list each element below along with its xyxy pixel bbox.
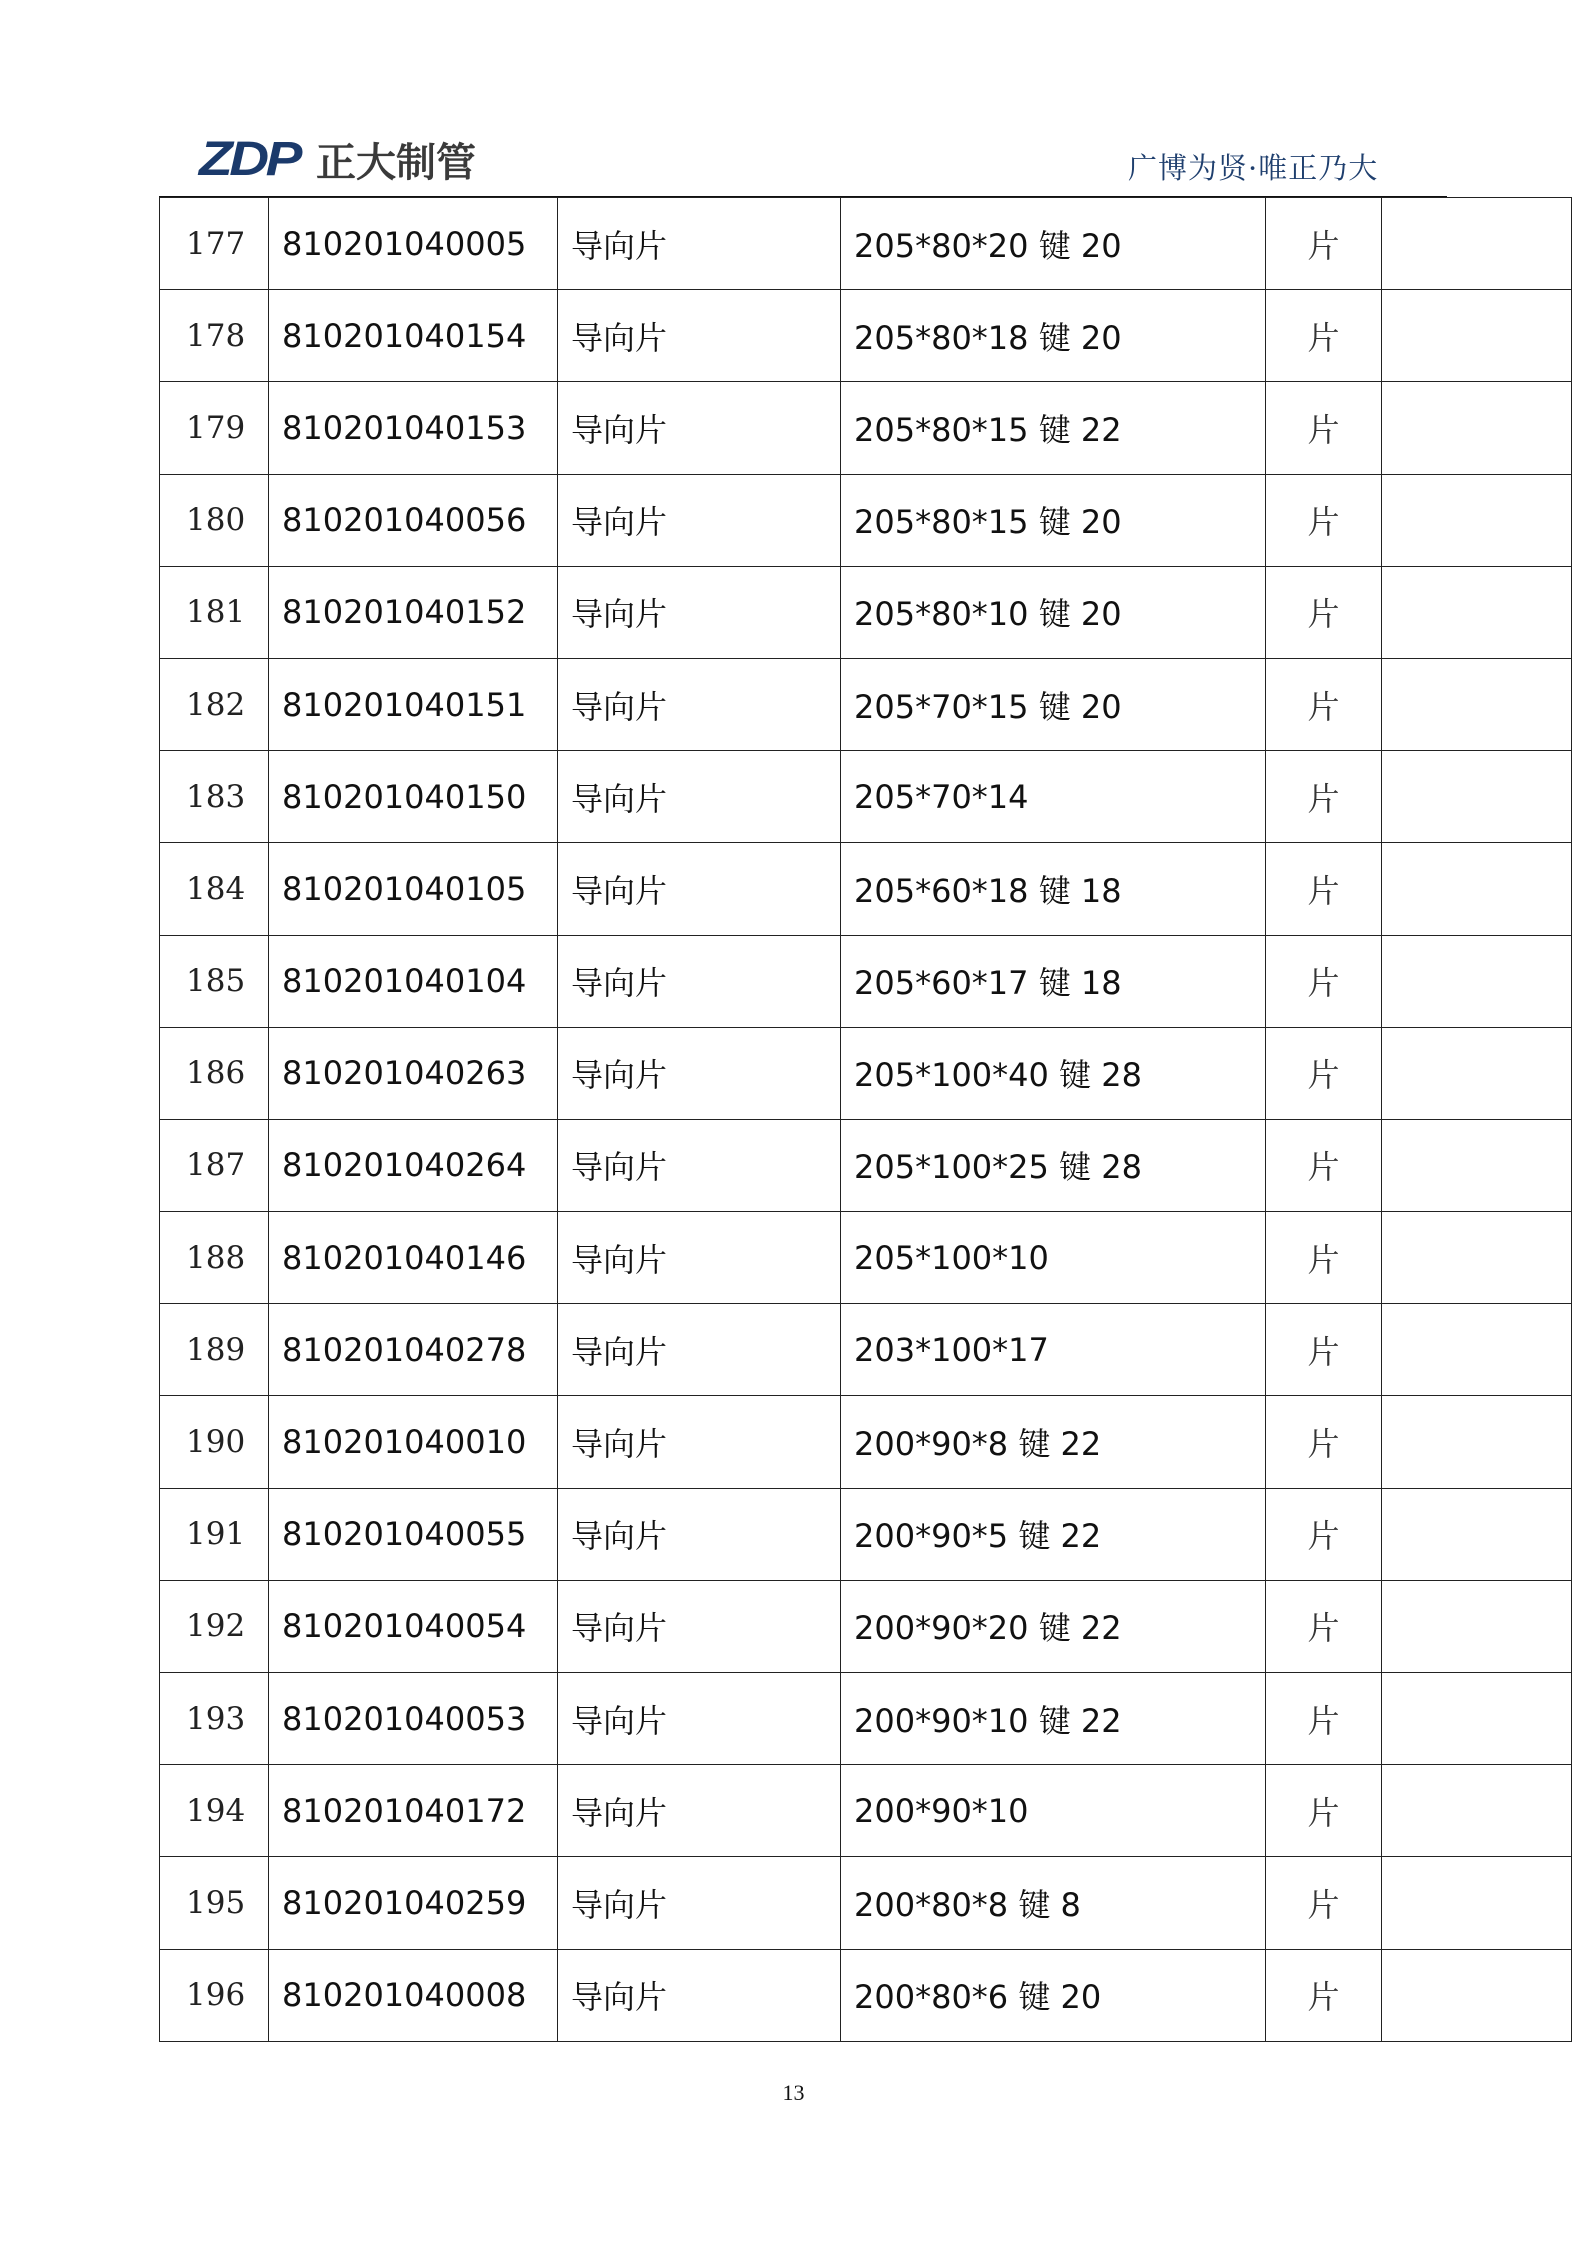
table-row [160, 751, 1572, 843]
row-index: 189 [160, 1304, 269, 1396]
unit: 片 [1266, 290, 1382, 382]
row-index: 183 [160, 751, 269, 843]
row-index: 180 [160, 474, 269, 566]
part-spec: 200*90*20 键 22 [841, 1580, 1266, 1672]
part-code: 810201040153 [269, 382, 558, 474]
remark [1382, 1488, 1572, 1580]
part-name: 导向片 [558, 1673, 841, 1765]
part-spec: 205*100*40 键 28 [841, 1027, 1266, 1119]
part-name: 导向片 [558, 1396, 841, 1488]
row-index: 179 [160, 382, 269, 474]
logo-mark: ZDP [199, 132, 300, 186]
table-row [160, 1580, 1572, 1672]
table-row [160, 1949, 1572, 2041]
part-spec: 205*80*15 键 22 [841, 382, 1266, 474]
part-name: 导向片 [558, 1304, 841, 1396]
unit: 片 [1266, 198, 1382, 290]
part-spec: 205*80*18 键 20 [841, 290, 1266, 382]
part-spec: 205*70*14 [841, 751, 1266, 843]
part-code: 810201040259 [269, 1857, 558, 1949]
part-name: 导向片 [558, 1027, 841, 1119]
part-name: 导向片 [558, 843, 841, 935]
unit: 片 [1266, 566, 1382, 658]
table-row [160, 1304, 1572, 1396]
row-index: 177 [160, 198, 269, 290]
unit: 片 [1266, 751, 1382, 843]
table-row [160, 1488, 1572, 1580]
remark [1382, 1304, 1572, 1396]
unit: 片 [1266, 382, 1382, 474]
part-name: 导向片 [558, 1119, 841, 1211]
unit: 片 [1266, 658, 1382, 750]
remark [1382, 290, 1572, 382]
part-name: 导向片 [558, 1580, 841, 1672]
row-index: 184 [160, 843, 269, 935]
unit: 片 [1266, 1119, 1382, 1211]
unit: 片 [1266, 1212, 1382, 1304]
part-spec: 205*80*20 键 20 [841, 198, 1266, 290]
part-name: 导向片 [558, 382, 841, 474]
remark [1382, 1396, 1572, 1488]
remark [1382, 1212, 1572, 1304]
unit: 片 [1266, 1673, 1382, 1765]
parts-table [159, 197, 1572, 2042]
part-code: 810201040008 [269, 1949, 558, 2041]
part-spec: 205*70*15 键 20 [841, 658, 1266, 750]
row-index: 182 [160, 658, 269, 750]
row-index: 188 [160, 1212, 269, 1304]
remark [1382, 474, 1572, 566]
part-code: 810201040263 [269, 1027, 558, 1119]
table-row [160, 935, 1572, 1027]
remark [1382, 1027, 1572, 1119]
row-index: 190 [160, 1396, 269, 1488]
company-name: 正大制管 [316, 139, 476, 186]
part-name: 导向片 [558, 1212, 841, 1304]
row-index: 196 [160, 1949, 269, 2041]
part-code: 810201040105 [269, 843, 558, 935]
table-row [160, 1396, 1572, 1488]
part-name: 导向片 [558, 1765, 841, 1857]
row-index: 187 [160, 1119, 269, 1211]
part-code: 810201040010 [269, 1396, 558, 1488]
row-index: 181 [160, 566, 269, 658]
unit: 片 [1266, 1857, 1382, 1949]
part-code: 810201040104 [269, 935, 558, 1027]
part-name: 导向片 [558, 198, 841, 290]
row-index: 191 [160, 1488, 269, 1580]
part-spec: 205*60*18 键 18 [841, 843, 1266, 935]
unit: 片 [1266, 1396, 1382, 1488]
unit: 片 [1266, 843, 1382, 935]
row-index: 185 [160, 935, 269, 1027]
unit: 片 [1266, 935, 1382, 1027]
table-row [160, 566, 1572, 658]
table-row [160, 1027, 1572, 1119]
row-index: 193 [160, 1673, 269, 1765]
table-row [160, 1765, 1572, 1857]
part-spec: 200*80*6 键 20 [841, 1949, 1266, 2041]
part-spec: 203*100*17 [841, 1304, 1266, 1396]
part-spec: 205*100*25 键 28 [841, 1119, 1266, 1211]
part-name: 导向片 [558, 566, 841, 658]
remark [1382, 843, 1572, 935]
unit: 片 [1266, 474, 1382, 566]
part-code: 810201040172 [269, 1765, 558, 1857]
remark [1382, 1119, 1572, 1211]
part-spec: 200*90*5 键 22 [841, 1488, 1266, 1580]
table-row [160, 382, 1572, 474]
part-code: 810201040154 [269, 290, 558, 382]
part-name: 导向片 [558, 935, 841, 1027]
part-code: 810201040005 [269, 198, 558, 290]
remark [1382, 198, 1572, 290]
unit: 片 [1266, 1580, 1382, 1672]
part-spec: 200*80*8 键 8 [841, 1857, 1266, 1949]
part-spec: 205*100*10 [841, 1212, 1266, 1304]
part-name: 导向片 [558, 751, 841, 843]
row-index: 194 [160, 1765, 269, 1857]
remark [1382, 658, 1572, 750]
part-code: 810201040056 [269, 474, 558, 566]
part-code: 810201040150 [269, 751, 558, 843]
part-name: 导向片 [558, 1488, 841, 1580]
part-name: 导向片 [558, 290, 841, 382]
remark [1382, 935, 1572, 1027]
part-spec: 200*90*10 键 22 [841, 1673, 1266, 1765]
part-code: 810201040146 [269, 1212, 558, 1304]
unit: 片 [1266, 1488, 1382, 1580]
remark [1382, 1673, 1572, 1765]
remark [1382, 566, 1572, 658]
table-row [160, 1857, 1572, 1949]
part-code: 810201040152 [269, 566, 558, 658]
part-name: 导向片 [558, 474, 841, 566]
company-logo [199, 132, 476, 186]
part-code: 810201040151 [269, 658, 558, 750]
row-index: 186 [160, 1027, 269, 1119]
unit: 片 [1266, 1765, 1382, 1857]
unit: 片 [1266, 1304, 1382, 1396]
part-spec: 200*90*8 键 22 [841, 1396, 1266, 1488]
row-index: 192 [160, 1580, 269, 1672]
part-name: 导向片 [558, 1949, 841, 2041]
remark [1382, 751, 1572, 843]
unit: 片 [1266, 1949, 1382, 2041]
unit: 片 [1266, 1027, 1382, 1119]
part-code: 810201040053 [269, 1673, 558, 1765]
table-row [160, 474, 1572, 566]
table-row [160, 658, 1572, 750]
table-row [160, 843, 1572, 935]
table-row [160, 1119, 1572, 1211]
part-spec: 200*90*10 [841, 1765, 1266, 1857]
table-row [160, 198, 1572, 290]
remark [1382, 382, 1572, 474]
part-code: 810201040264 [269, 1119, 558, 1211]
part-name: 导向片 [558, 1857, 841, 1949]
remark [1382, 1949, 1572, 2041]
slogan: 广博为贤·唯正乃大 [1128, 151, 1379, 185]
table-row [160, 290, 1572, 382]
table-row [160, 1673, 1572, 1765]
remark [1382, 1765, 1572, 1857]
table-row [160, 1212, 1572, 1304]
page-number: 13 [782, 2080, 805, 2105]
row-index: 178 [160, 290, 269, 382]
part-code: 810201040054 [269, 1580, 558, 1672]
remark [1382, 1857, 1572, 1949]
remark [1382, 1580, 1572, 1672]
row-index: 195 [160, 1857, 269, 1949]
part-spec: 205*80*15 键 20 [841, 474, 1266, 566]
part-spec: 205*80*10 键 20 [841, 566, 1266, 658]
part-name: 导向片 [558, 658, 841, 750]
part-spec: 205*60*17 键 18 [841, 935, 1266, 1027]
part-code: 810201040278 [269, 1304, 558, 1396]
part-code: 810201040055 [269, 1488, 558, 1580]
